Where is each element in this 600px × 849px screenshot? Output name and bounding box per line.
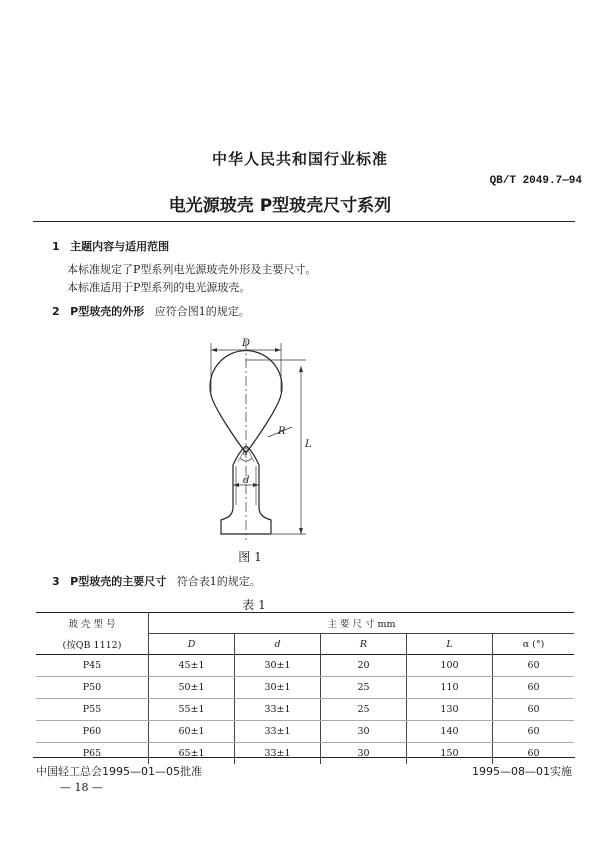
section-1-number: 1 — [52, 240, 60, 253]
section-2-title: P型玻壳的外形 — [70, 305, 145, 318]
cell-R: 25 — [321, 677, 407, 699]
cell-alpha: 60 — [493, 743, 575, 765]
table-row — [36, 655, 574, 677]
cell-alpha: 60 — [493, 655, 575, 677]
cell-D: 50±1 — [149, 677, 235, 699]
col-header-L: L — [407, 634, 493, 655]
angle-arc — [240, 458, 252, 461]
label-D: D — [242, 338, 251, 349]
cell-R: 25 — [321, 699, 407, 721]
cell-d: 30±1 — [235, 677, 321, 699]
section-3-title: P型玻壳的主要尺寸 — [70, 575, 167, 588]
table-row — [36, 743, 574, 765]
table-header-row — [36, 613, 574, 634]
cell-type: P65 — [36, 743, 149, 765]
section-1-line-2: 本标准适用于P型系列的电光源玻壳。 — [67, 281, 251, 294]
col-header-alpha: α (°) — [493, 634, 575, 655]
figure-caption: 图 1 — [238, 550, 262, 564]
cell-L: 140 — [407, 721, 493, 743]
section-3-number: 3 — [52, 575, 60, 588]
section-1-title: 主题内容与适用范围 — [70, 240, 170, 253]
table-subheader-row — [36, 634, 574, 655]
cell-d: 30±1 — [235, 655, 321, 677]
page-number: — 18 — — [60, 781, 103, 794]
page-title: 电光源玻壳 P型玻壳尺寸系列 — [168, 196, 392, 216]
section-2-text: 应符合图1的规定。 — [154, 305, 250, 318]
dimensions-table — [36, 612, 574, 764]
cell-L: 130 — [407, 699, 493, 721]
section-2-number: 2 — [52, 305, 60, 318]
cell-type: P55 — [36, 699, 149, 721]
cell-L: 100 — [407, 655, 493, 677]
label-L: L — [305, 439, 312, 450]
col-header-group: 主 要 尺 寸 mm — [149, 613, 575, 634]
section-3-heading — [52, 573, 261, 589]
col-header-type: 玻 壳 型 号 — [36, 613, 149, 634]
section-1-line-1: 本标准规定了P型系列电光源玻壳外形及主要尺寸。 — [67, 263, 317, 276]
label-alpha: α — [243, 449, 248, 457]
cell-R: 30 — [321, 721, 407, 743]
table-caption: 表 1 — [242, 598, 266, 612]
label-R: R — [278, 426, 286, 437]
col-header-R: R — [321, 634, 407, 655]
cell-type: P50 — [36, 677, 149, 699]
cell-alpha: 60 — [493, 721, 575, 743]
implementation-note: 1995—08—01实施 — [472, 765, 572, 778]
cell-D: 60±1 — [149, 721, 235, 743]
col-header-type-ref: (按QB 1112) — [36, 634, 149, 655]
cell-d: 33±1 — [235, 721, 321, 743]
standard-category: 中华人民共和国行业标准 — [211, 150, 388, 168]
table-row — [36, 721, 574, 743]
cell-d: 33±1 — [235, 699, 321, 721]
table-row — [36, 699, 574, 721]
cell-R: 30 — [321, 743, 407, 765]
cell-D: 65±1 — [149, 743, 235, 765]
cell-alpha: 60 — [493, 699, 575, 721]
cell-R: 20 — [321, 655, 407, 677]
cell-alpha: 60 — [493, 677, 575, 699]
label-d: d — [243, 475, 250, 486]
cell-L: 150 — [407, 743, 493, 765]
footer-rule — [33, 757, 575, 758]
cell-D: 55±1 — [149, 699, 235, 721]
section-3-text: 符合表1的规定。 — [176, 575, 261, 588]
cell-type: P60 — [36, 721, 149, 743]
cell-d: 33±1 — [235, 743, 321, 765]
col-header-d: d — [235, 634, 321, 655]
cell-type: P45 — [36, 655, 149, 677]
table-row — [36, 677, 574, 699]
cell-L: 110 — [407, 677, 493, 699]
approval-note: 中国轻工总会1995—01—05批准 — [36, 765, 202, 778]
cell-D: 45±1 — [149, 655, 235, 677]
col-header-D: D — [149, 634, 235, 655]
standard-number: QB/T 2049.7—94 — [489, 175, 582, 187]
